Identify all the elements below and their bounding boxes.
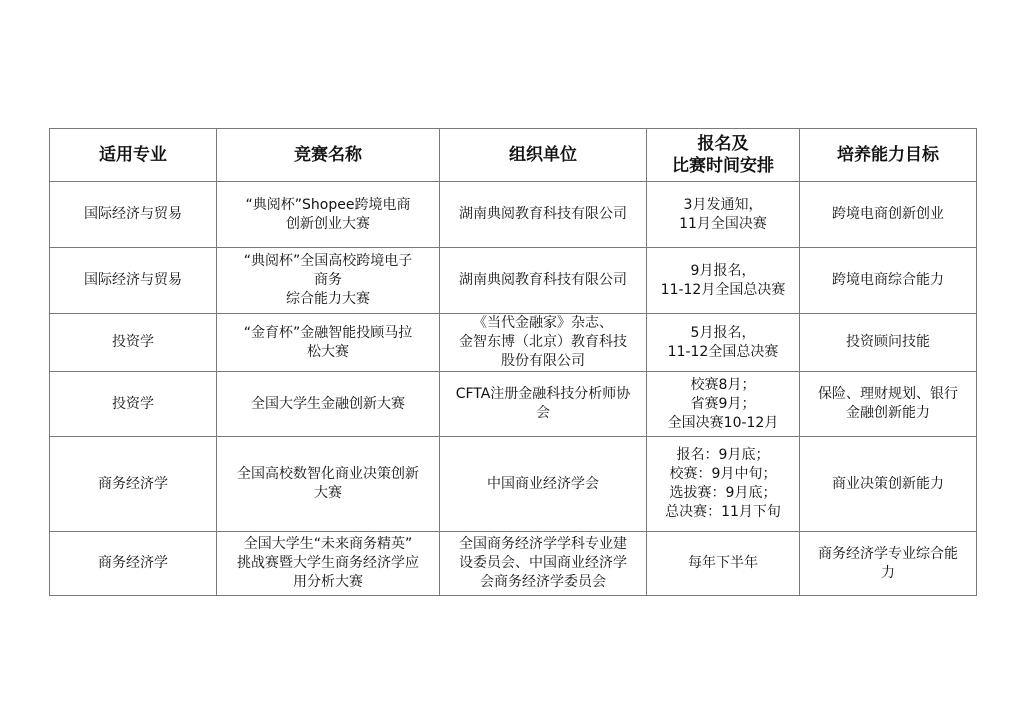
cell-schedule: [647, 437, 800, 532]
cell-text: 每年下半年: [688, 555, 758, 571]
header-text: 报名及: [697, 134, 749, 154]
cell-competition-name: [217, 372, 440, 437]
header-ability-goal: [800, 129, 977, 182]
cell-text: 11-12全国总决赛: [667, 343, 779, 360]
header-text: 竞赛名称: [294, 145, 362, 165]
cell-major: [50, 372, 217, 437]
cell-text: 全国决赛10-12月: [667, 414, 779, 431]
cell-text: 设委员会、中国商业经济学: [459, 555, 627, 571]
cell-text: 股份有限公司: [501, 353, 585, 369]
cell-text: 投资学: [112, 334, 154, 350]
cell-organizer: [440, 532, 647, 596]
cell-competition-name: [217, 248, 440, 314]
cell-ability-goal: [800, 248, 977, 314]
cell-major: [50, 248, 217, 314]
cell-text: “典阅杯”全国高校跨境电子: [243, 253, 413, 269]
cell-major: [50, 437, 217, 532]
cell-text: 商业决策创新能力: [832, 475, 944, 492]
cell-organizer: [440, 314, 647, 372]
header-organizer: [440, 129, 647, 182]
cell-text: 全国大学生“未来商务精英”: [243, 536, 413, 552]
cell-text: 报名：9月底；: [676, 447, 770, 463]
cell-text: 会: [536, 405, 550, 421]
cell-text: 国际经济与贸易: [84, 272, 182, 288]
cell-text: 松大赛: [307, 343, 349, 360]
table-row: [50, 372, 977, 437]
cell-competition-name: [217, 532, 440, 596]
header-major: [50, 129, 217, 182]
cell-text: 总决赛：11月下旬: [665, 504, 781, 520]
cell-schedule: [647, 372, 800, 437]
cell-text: 保险、理财规划、银行: [818, 386, 958, 402]
cell-text: 校赛8月；: [690, 376, 756, 393]
cell-text: 9月报名，: [690, 262, 756, 279]
table-row: [50, 532, 977, 596]
cell-text: 11月全国决赛: [679, 215, 767, 232]
cell-competition-name: [217, 437, 440, 532]
cell-competition-name: [217, 314, 440, 372]
header-competition-name: [217, 129, 440, 182]
cell-text: 商务经济学: [98, 475, 168, 492]
cell-ability-goal: [800, 532, 977, 596]
cell-text: 投资顾问技能: [846, 334, 930, 350]
cell-organizer: [440, 182, 647, 248]
cell-text: 中国商业经济学会: [487, 475, 599, 492]
cell-competition-name: [217, 182, 440, 248]
header-text: 组织单位: [509, 145, 577, 165]
cell-schedule: [647, 532, 800, 596]
table-row: [50, 437, 977, 532]
cell-major: [50, 182, 217, 248]
cell-organizer: [440, 372, 647, 437]
cell-ability-goal: [800, 437, 977, 532]
cell-text: 省赛9月；: [690, 395, 756, 412]
header-text: 比赛时间安排: [672, 156, 774, 176]
header-text: 适用专业: [99, 145, 167, 165]
cell-ability-goal: [800, 372, 977, 437]
cell-text: 全国大学生金融创新大赛: [251, 395, 405, 412]
cell-text: CFTA注册金融科技分析师协: [455, 386, 631, 402]
cell-organizer: [440, 437, 647, 532]
cell-schedule: [647, 182, 800, 248]
cell-major: [50, 532, 217, 596]
cell-text: 全国高校数智化商业决策创新: [237, 466, 419, 482]
cell-text: 大赛: [314, 485, 342, 501]
cell-text: 金融创新能力: [846, 405, 930, 421]
cell-text: 综合能力大赛: [286, 291, 370, 307]
cell-text: 《当代金融家》杂志、: [473, 315, 613, 331]
cell-text: 全国商务经济学学科专业建: [459, 536, 627, 552]
competition-table: [49, 128, 977, 596]
cell-text: 跨境电商综合能力: [832, 272, 944, 288]
cell-organizer: [440, 248, 647, 314]
table-header-row: [50, 129, 977, 182]
cell-ability-goal: [800, 314, 977, 372]
table-row: [50, 248, 977, 314]
cell-text: 国际经济与贸易: [84, 206, 182, 222]
cell-text: 会商务经济学委员会: [480, 574, 606, 590]
cell-schedule: [647, 314, 800, 372]
cell-text: 创新创业大赛: [286, 215, 370, 232]
cell-text: 投资学: [112, 395, 154, 412]
cell-ability-goal: [800, 182, 977, 248]
cell-text: 湖南典阅教育科技有限公司: [459, 272, 627, 288]
cell-text: 选拔赛：9月底；: [669, 485, 777, 501]
cell-text: 5月报名，: [690, 324, 756, 341]
cell-text: 3月发通知，: [683, 196, 763, 213]
cell-text: 挑战赛暨大学生商务经济学应: [237, 555, 419, 571]
table-row: [50, 182, 977, 248]
cell-text: “典阅杯”Shopee跨境电商: [245, 196, 411, 213]
cell-text: 商务: [314, 272, 342, 288]
cell-text: 11-12月全国总决赛: [660, 281, 786, 298]
cell-text: 校赛：9月中旬；: [669, 466, 777, 482]
cell-text: 金智东博（北京）教育科技: [459, 334, 627, 350]
cell-text: 商务经济学: [98, 555, 168, 571]
table-row: [50, 314, 977, 372]
header-text: 培养能力目标: [837, 145, 939, 165]
cell-text: 湖南典阅教育科技有限公司: [459, 206, 627, 222]
cell-text: 跨境电商创新创业: [832, 206, 944, 222]
cell-text: 用分析大赛: [293, 574, 363, 590]
cell-schedule: [647, 248, 800, 314]
header-schedule: [647, 129, 800, 182]
cell-text: 力: [881, 564, 895, 581]
cell-major: [50, 314, 217, 372]
cell-text: “金育杯”金融智能投顾马拉: [243, 324, 413, 341]
cell-text: 商务经济学专业综合能: [818, 545, 958, 562]
